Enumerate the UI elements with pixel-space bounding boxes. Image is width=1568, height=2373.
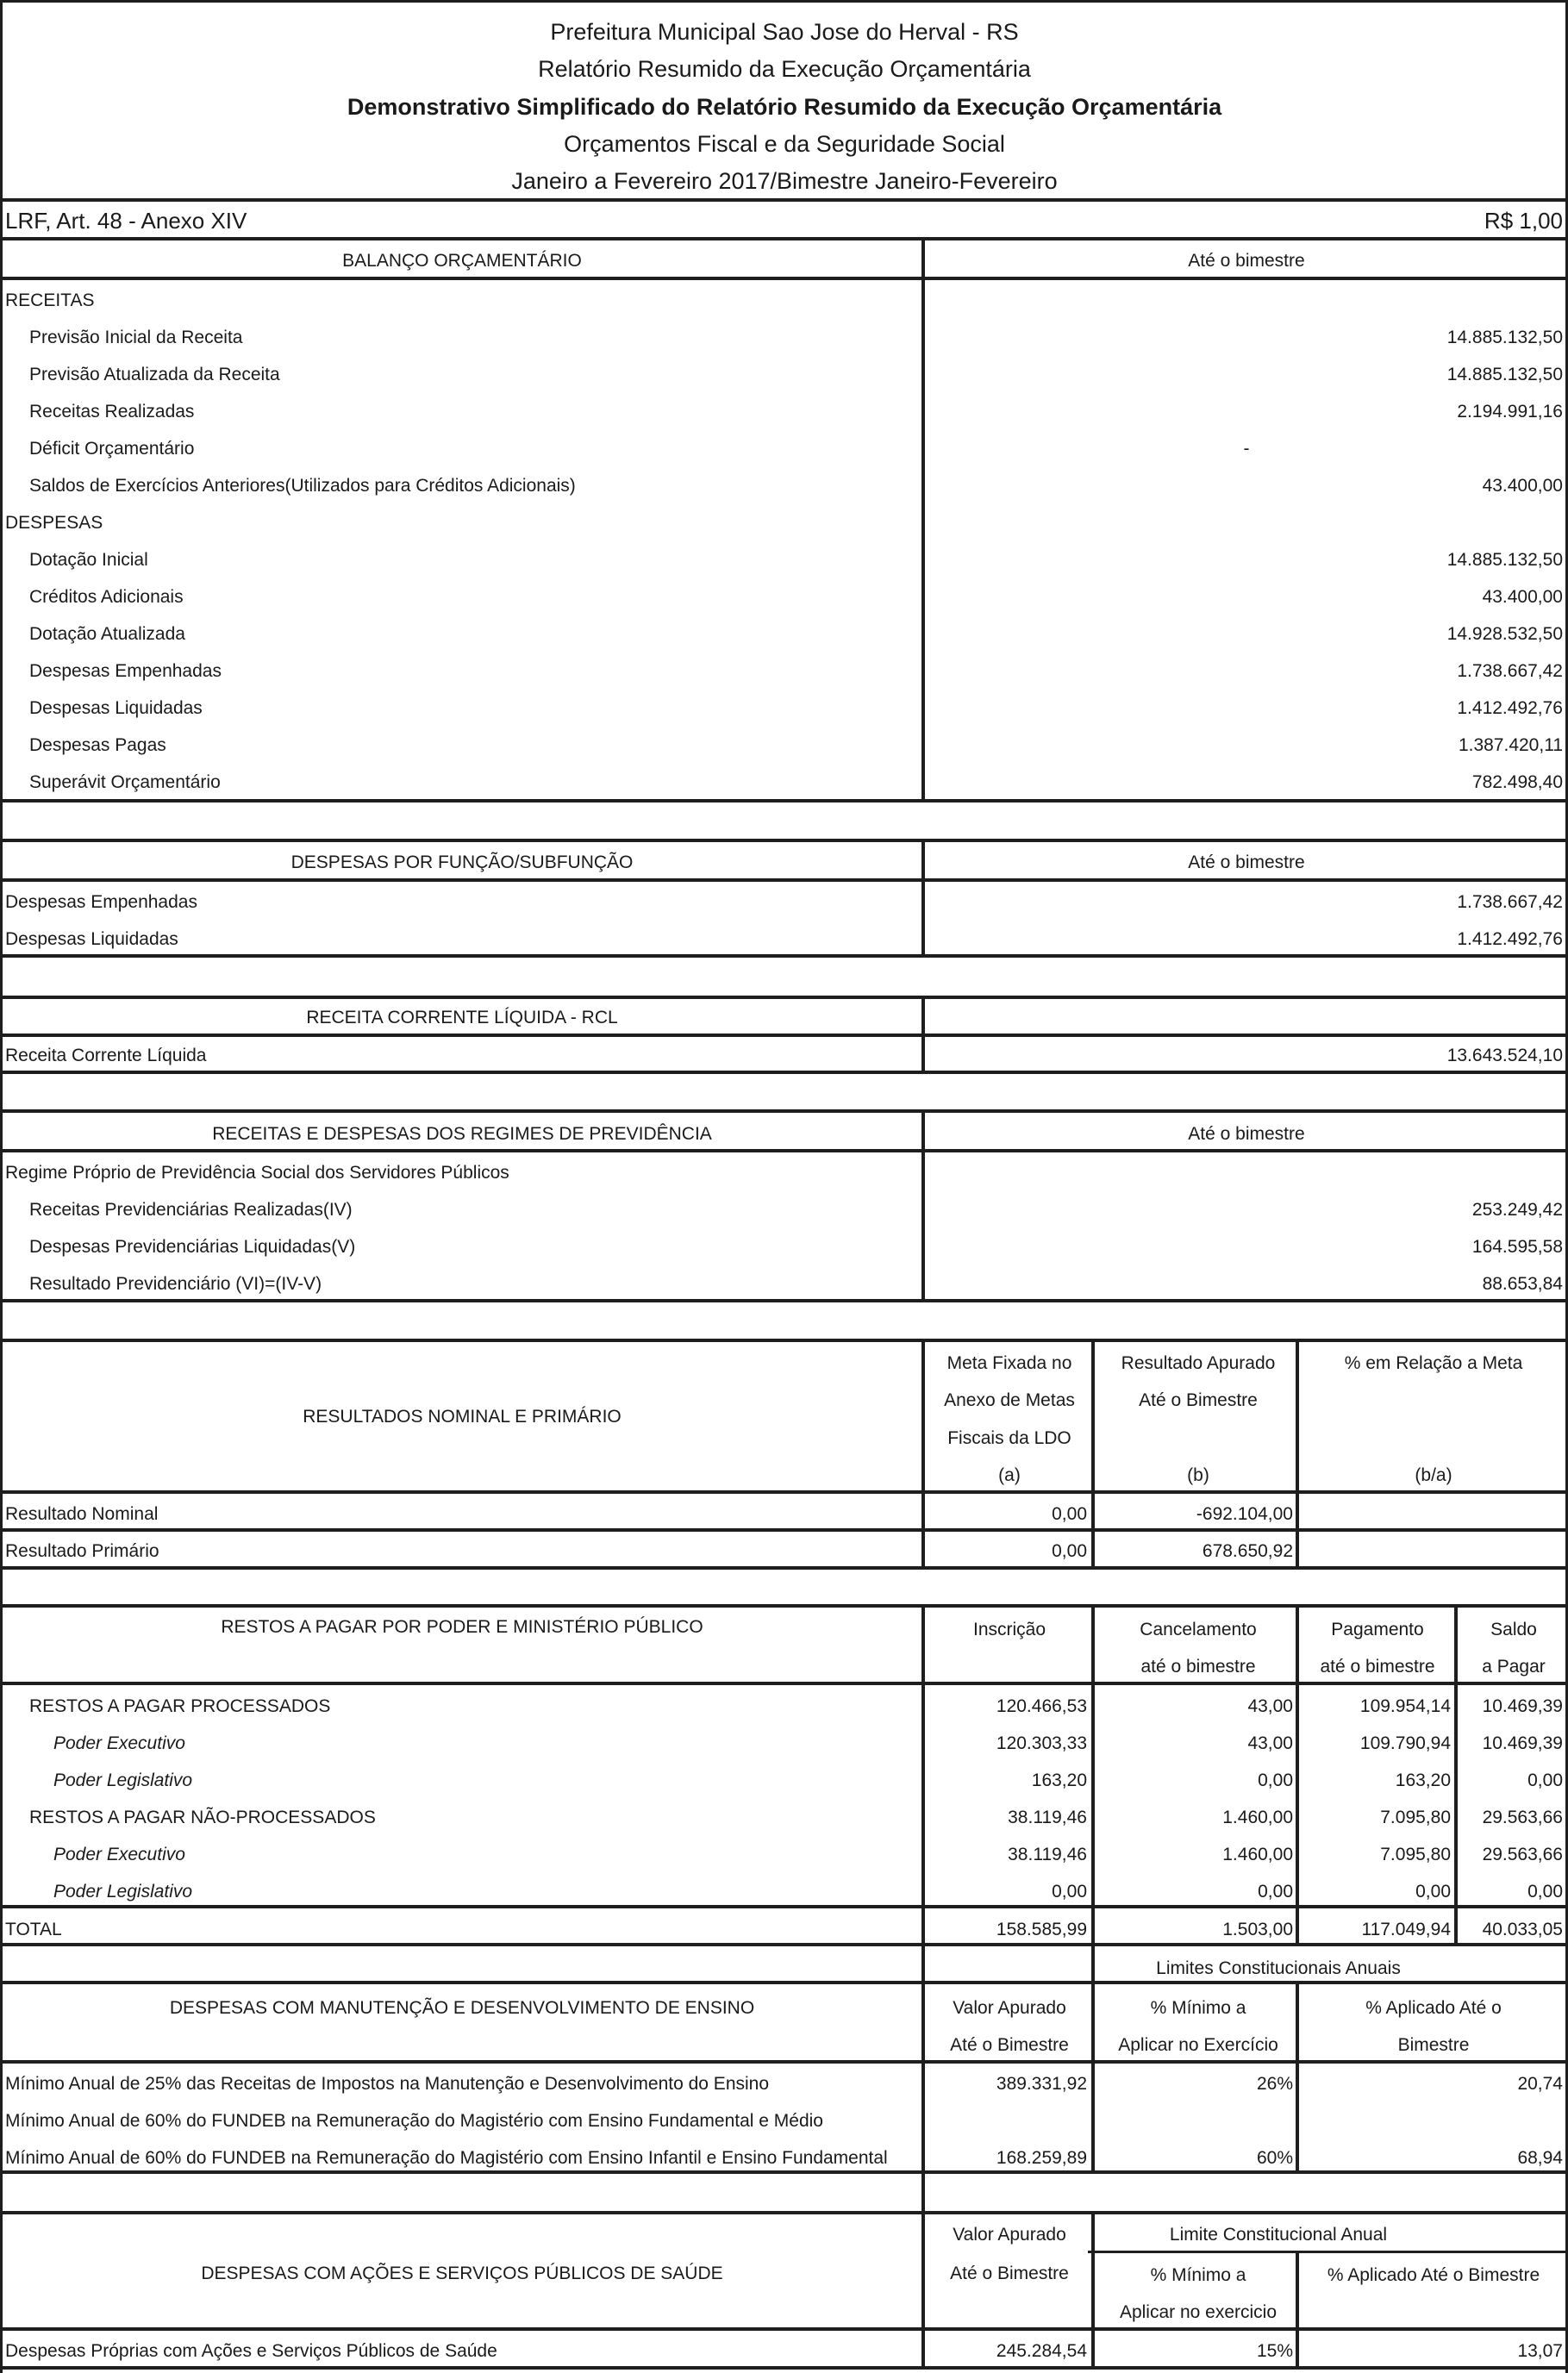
restos-row-cancelamento: 43,00 (1247, 1733, 1293, 1753)
resultados-col-a-header: Meta Fixada no (946, 1353, 1072, 1373)
restos-row-pagamento: 7.095,80 (1380, 1845, 1451, 1864)
previdencia-row-label: Resultado Previdenciário (VI)=(IV-V) (29, 1274, 322, 1294)
saude-col-aplicado: % Aplicado Até o Bimestre (1327, 2265, 1540, 2285)
despesa-row-value: 1.738.667,42 (1457, 661, 1563, 681)
ensino-col-valor: Valor Apurado (953, 1998, 1066, 2018)
table-rule-v (1454, 1907, 1458, 1945)
restos-row-pagamento: 109.954,14 (1359, 1696, 1451, 1716)
table-rule-h (0, 198, 1568, 202)
table-rule-v (1296, 2251, 1299, 2368)
ensino-col-aplicado: Bimestre (1397, 2035, 1470, 2055)
table-rule-h (0, 0, 1568, 3)
ensino-row-aplicado: 20,74 (1517, 2074, 1563, 2094)
restos-row-inscricao: 120.303,33 (996, 1733, 1087, 1753)
table-rule-h (0, 1299, 1568, 1302)
table-rule-h (0, 2327, 1568, 2331)
previdencia-row-value: 253.249,42 (1471, 1200, 1563, 1220)
despesa-row-label: Despesas Liquidadas (29, 698, 203, 718)
ensino-col-minimo: % Mínimo a (1150, 1998, 1246, 2018)
table-rule-h (0, 1566, 1568, 1570)
despesa-row-label: Despesas Empenhadas (29, 661, 222, 681)
despesa-row-label: Superávit Orçamentário (29, 772, 221, 792)
table-rule-v (1296, 1907, 1299, 1945)
saude-row-valor: 245.284,54 (996, 2341, 1087, 2361)
restos-row-inscricao: 163,20 (1031, 1770, 1087, 1790)
municipality-title: Prefeitura Municipal Sao Jose do Herval - RS (550, 19, 1019, 45)
table-rule-v (1296, 1340, 1299, 1568)
table-rule-h (0, 1490, 1568, 1494)
table-rule-h (0, 954, 1568, 958)
report-subtitle: Demonstrativo Simplificado do Relatório Resumido da Execução Orçamentária (347, 94, 1222, 120)
ensino-limites-header: Limites Constitucionais Anuais (1156, 1958, 1401, 1978)
restos-row-cancelamento: 0,00 (1258, 1770, 1293, 1790)
saude-col-valor: Valor Apurado (953, 2225, 1066, 2245)
resultado-row-label: Resultado Nominal (5, 1504, 159, 1524)
resultados-col-b-header: Resultado Apurado (1121, 1353, 1276, 1373)
resultado-row-apurado: -692.104,00 (1196, 1504, 1293, 1524)
table-rule-v (1091, 1907, 1095, 1945)
table-rule-v (921, 1111, 925, 1301)
table-rule-v (921, 1606, 925, 2368)
receita-row-value: 2.194.991,16 (1457, 402, 1563, 422)
despesa-row-value: 14.928.532,50 (1446, 624, 1563, 644)
restos-row-label: RESTOS A PAGAR PROCESSADOS (29, 1696, 331, 1716)
table-rule-h (1088, 1982, 1568, 1984)
restos-col-pagamento: até o bimestre (1320, 1657, 1435, 1677)
previdencia-row-label: Receitas Previdenciárias Realizadas(IV) (29, 1200, 353, 1220)
legal-reference: LRF, Art. 48 - Anexo XIV (5, 208, 247, 234)
ensino-row-valor: 168.259,89 (996, 2148, 1087, 2168)
table-rule-h (0, 1528, 1568, 1532)
table-rule-h (0, 277, 1568, 280)
balanco-title: BALANÇO ORÇAMENTÁRIO (342, 251, 582, 271)
saude-col-minimo: Aplicar no exercicio (1119, 2302, 1278, 2322)
currency-unit: R$ 1,00 (1484, 208, 1563, 234)
restos-row-saldo: 0,00 (1527, 1882, 1563, 1902)
table-rule-v (1296, 1606, 1299, 1907)
restos-row-cancelamento: 0,00 (1258, 1882, 1293, 1902)
table-rule-h (0, 1149, 1568, 1152)
previdencia-row-label: Despesas Previdenciárias Liquidadas(V) (29, 1237, 356, 1257)
restos-row-label: Poder Executivo (53, 1845, 185, 1864)
restos-row-inscricao: 0,00 (1052, 1882, 1087, 1902)
table-rule-h (1088, 2251, 1568, 2253)
restos-row-cancelamento: 1.460,00 (1222, 1845, 1293, 1864)
despesa-row-value: 1.387.420,11 (1458, 735, 1563, 755)
restos-col-cancelamento: Cancelamento (1140, 1620, 1257, 1639)
balanco-col-header: Até o bimestre (1188, 251, 1305, 271)
table-rule-h (0, 2060, 1568, 2064)
restos-title: RESTOS A PAGAR POR PODER E MINISTÉRIO PÚBLICO (221, 1617, 703, 1637)
table-rule-v (921, 1340, 925, 1568)
receitas-label: RECEITAS (5, 290, 95, 310)
resultados-col-a-header: Fiscais da LDO (947, 1428, 1071, 1448)
table-rule-v (1091, 1340, 1095, 1568)
resultado-row-meta: 0,00 (1052, 1504, 1087, 1524)
restos-row-inscricao: 120.466,53 (996, 1696, 1087, 1716)
restos-row-saldo: 10.469,39 (1482, 1733, 1563, 1753)
receita-row-value: 14.885.132,50 (1446, 365, 1563, 384)
restos-row-pagamento: 163,20 (1395, 1770, 1451, 1790)
ensino-row-valor: 389.331,92 (996, 2074, 1087, 2094)
table-rule-h (0, 1604, 1568, 1608)
restos-total-inscricao: 158.585,99 (996, 1920, 1087, 1939)
table-rule-h (0, 996, 1568, 999)
table-rule-h (0, 1943, 1568, 1946)
restos-row-inscricao: 38.119,46 (1008, 1808, 1087, 1827)
ensino-row-aplicado: 68,94 (1517, 2148, 1563, 2168)
saude-limite-header: Limite Constitucional Anual (1169, 2225, 1388, 2245)
despesa-row-label: Dotação Inicial (29, 550, 148, 570)
previdencia-group-label: Regime Próprio de Previdência Social dos Servidores Públicos (5, 1163, 509, 1183)
table-rule-h (0, 878, 1568, 882)
restos-row-label: Poder Executivo (53, 1733, 185, 1753)
despesa-row-label: Dotação Atualizada (29, 624, 185, 644)
restos-total-pagamento: 117.049,94 (1361, 1920, 1451, 1939)
despesa-row-label: Créditos Adicionais (29, 587, 184, 607)
table-rule-v (921, 239, 925, 801)
receita-row-label: Previsão Inicial da Receita (29, 328, 243, 347)
funcao-title: DESPESAS POR FUNÇÃO/SUBFUNÇÃO (290, 852, 634, 872)
funcao-row-label: Despesas Liquidadas (5, 929, 178, 949)
table-rule-h (0, 839, 1568, 842)
restos-col-saldo: Saldo (1490, 1620, 1537, 1639)
table-rule-v (921, 840, 925, 956)
funcao-row-value: 1.738.667,42 (1457, 892, 1563, 912)
restos-row-pagamento: 0,00 (1415, 1882, 1451, 1902)
rcl-title: RECEITA CORRENTE LÍQUIDA - RCL (306, 1008, 618, 1027)
funcao-row-label: Despesas Empenhadas (5, 892, 197, 912)
ensino-col-aplicado: % Aplicado Até o (1365, 1998, 1502, 2018)
restos-row-saldo: 10.469,39 (1482, 1696, 1563, 1716)
despesas-label: DESPESAS (5, 513, 103, 533)
receita-row-value: 43.400,00 (1482, 476, 1563, 496)
ensino-row-label: Mínimo Anual de 60% do FUNDEB na Remuneração do Magistério com Ensino Fundamental e Médio (5, 2111, 823, 2131)
resultado-row-label: Resultado Primário (5, 1541, 159, 1561)
restos-row-label: Poder Legislativo (53, 1770, 193, 1790)
saude-col-minimo: % Mínimo a (1150, 2265, 1246, 2285)
restos-row-pagamento: 7.095,80 (1380, 1808, 1451, 1827)
table-rule-v (921, 997, 925, 1072)
resultados-col-c-header: (b/a) (1415, 1465, 1452, 1485)
resultado-row-apurado: 678.650,92 (1202, 1541, 1293, 1561)
resultados-col-a-header: Anexo de Metas (944, 1390, 1075, 1410)
table-rule-h (0, 2366, 1568, 2370)
ensino-row-minimo: 60% (1256, 2148, 1293, 2168)
report-title: Relatório Resumido da Execução Orçamentária (538, 56, 1031, 82)
resultados-col-a-header: (a) (998, 1465, 1021, 1485)
saude-col-valor: Até o Bimestre (950, 2264, 1069, 2283)
table-rule-v (1091, 1945, 1095, 2172)
despesa-row-value: 1.412.492,76 (1457, 698, 1563, 718)
receita-row-label: Previsão Atualizada da Receita (29, 365, 280, 384)
funcao-col-header: Até o bimestre (1188, 852, 1305, 872)
restos-row-inscricao: 38.119,46 (1008, 1845, 1087, 1864)
resultados-col-b-header: (b) (1187, 1465, 1209, 1485)
table-rule-v (0, 0, 3, 2373)
table-rule-h (0, 237, 1568, 240)
resultados-col-b-header: Até o Bimestre (1139, 1390, 1258, 1410)
restos-col-inscricao: Inscrição (972, 1620, 1046, 1639)
receita-row-value: 14.885.132,50 (1446, 328, 1563, 347)
restos-row-saldo: 0,00 (1527, 1770, 1563, 1790)
ensino-title: DESPESAS COM MANUTENÇÃO E DESENVOLVIMENTO DE ENSINO (169, 1998, 755, 2018)
restos-total-saldo: 40.033,05 (1482, 1920, 1563, 1939)
rcl-row-label: Receita Corrente Líquida (5, 1046, 207, 1065)
table-rule-h (0, 799, 1568, 802)
restos-row-cancelamento: 43,00 (1247, 1696, 1293, 1716)
table-rule-v (1296, 1983, 1299, 2172)
restos-total-label: TOTAL (5, 1920, 62, 1939)
resultado-row-meta: 0,00 (1052, 1541, 1087, 1561)
restos-row-cancelamento: 1.460,00 (1222, 1808, 1293, 1827)
table-rule-v (1454, 1606, 1458, 1907)
previdencia-col-header: Até o bimestre (1188, 1124, 1305, 1144)
resultados-col-c-header: % em Relação a Meta (1344, 1353, 1523, 1373)
resultados-title: RESULTADOS NOMINAL E PRIMÁRIO (303, 1407, 622, 1427)
despesa-row-label: Despesas Pagas (29, 735, 166, 755)
receita-row-label: Déficit Orçamentário (29, 439, 195, 459)
saude-title: DESPESAS COM AÇÕES E SERVIÇOS PÚBLICOS DE SAÚDE (201, 2264, 723, 2283)
despesa-row-value: 782.498,40 (1471, 772, 1563, 792)
budget-scope: Orçamentos Fiscal e da Seguridade Social (564, 131, 1005, 157)
restos-col-cancelamento: até o bimestre (1140, 1657, 1256, 1677)
table-rule-v (1091, 1606, 1095, 1907)
saude-row-label: Despesas Próprias com Ações e Serviços Públicos de Saúde (5, 2341, 497, 2361)
funcao-row-value: 1.412.492,76 (1457, 929, 1563, 949)
restos-row-pagamento: 109.790,94 (1359, 1733, 1451, 1753)
table-rule-h (0, 1682, 1568, 1685)
previdencia-title: RECEITAS E DESPESAS DOS REGIMES DE PREVIDÊNCIA (212, 1124, 712, 1144)
saude-row-minimo: 15% (1256, 2341, 1293, 2361)
table-rule-h (0, 1905, 1568, 1908)
table-rule-h (0, 1109, 1568, 1113)
restos-col-pagamento: Pagamento (1331, 1620, 1424, 1639)
ensino-row-minimo: 26% (1256, 2074, 1293, 2094)
saude-row-aplicado: 13,07 (1517, 2341, 1563, 2361)
ensino-col-minimo: Aplicar no Exercício (1118, 2035, 1278, 2055)
previdencia-row-value: 88.653,84 (1482, 1274, 1563, 1294)
restos-row-label: RESTOS A PAGAR NÃO-PROCESSADOS (29, 1808, 376, 1827)
receita-row-label: Saldos de Exercícios Anteriores(Utilizados para Créditos Adicionais) (29, 476, 576, 496)
previdencia-row-value: 164.595,58 (1471, 1237, 1563, 1257)
table-rule-v (1091, 2213, 1095, 2368)
ensino-row-label: Mínimo Anual de 60% do FUNDEB na Remuneração do Magistério com Ensino Infantil e Ensino Fundamental (5, 2148, 888, 2168)
table-rule-h (0, 1034, 1568, 1037)
receita-row-value: - (1243, 439, 1250, 459)
restos-col-saldo: a Pagar (1482, 1657, 1546, 1677)
period: Janeiro a Fevereiro 2017/Bimestre Janeiro-Fevereiro (511, 168, 1058, 194)
table-rule-h (0, 1339, 1568, 1342)
table-rule-h (0, 2170, 1568, 2174)
restos-row-label: Poder Legislativo (53, 1882, 193, 1902)
receita-row-label: Receitas Realizadas (29, 402, 195, 422)
ensino-col-valor: Até o Bimestre (950, 2035, 1069, 2055)
restos-row-saldo: 29.563,66 (1482, 1845, 1563, 1864)
table-rule-h (0, 2211, 1568, 2214)
restos-total-cancelamento: 1.503,00 (1222, 1920, 1293, 1939)
despesa-row-value: 43.400,00 (1482, 587, 1563, 607)
ensino-row-label: Mínimo Anual de 25% das Receitas de Impostos na Manutenção e Desenvolvimento do Ensino (5, 2074, 770, 2094)
rcl-row-value: 13.643.524,10 (1446, 1046, 1563, 1065)
table-rule-h (0, 1071, 1568, 1074)
restos-row-saldo: 29.563,66 (1482, 1808, 1563, 1827)
despesa-row-value: 14.885.132,50 (1446, 550, 1563, 570)
